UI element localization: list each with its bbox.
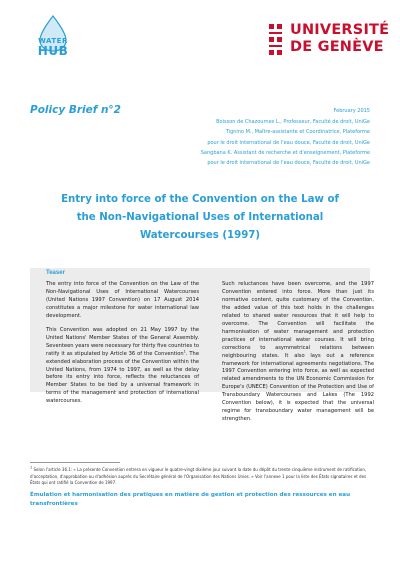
title-line: Entry into force of the Convention on the Law of [61, 194, 339, 205]
unige-logo-line1: UNIVERSITÉ [290, 22, 390, 38]
unige-logo-text [290, 22, 389, 56]
document-title [30, 191, 370, 245]
title-line: the Non-Navigational Uses of International [76, 212, 324, 223]
unige-emblem-icon [268, 22, 284, 56]
unige-logo [268, 22, 390, 62]
author-line: pour le droit international de l'eau douce, Faculté de droit, UniGe [207, 160, 370, 167]
waterhub-logo-line2: HUB [37, 44, 69, 58]
author-line: pour le droit international de l'eau douce, Faculté de droit, UniGe [207, 139, 370, 146]
teaser-column-left [46, 281, 199, 406]
footnote-mark: 1 [30, 465, 33, 470]
footnote [30, 467, 370, 487]
footer-tagline: Émulation et harmonisation des pratiques en matière de gestion et protection des ressources en eau transfrontières [30, 492, 351, 508]
policy-brief-label: Policy Brief n°2 [30, 104, 121, 116]
teaser-heading: Teaser [46, 270, 65, 276]
author-line: Tignino M., Maître-assistante et Coordinatrice, Plateforme [225, 129, 370, 136]
title-line: Watercourses (1997) [139, 230, 261, 241]
teaser-paragraph: Such reluctances have been overcome, and the 1997 Convention entered into force. More than just its normative content, quite customary of the Convention, the added value of this text holds in the challenges related to shared water resources that it will help to overcome. The Convention will facilitate the harmonisation of water management and protection practices of international water courses. It will bring corrections to asymmetrical relations between neighbouring states. It also lays out a reference framework for international agreements negotiations. The 1997 Convention entering into force, as well as expected related amendments to the UN Economic Commission for Europe's (UNECE) Convention of the Protection and Use of Transboundary Watercourses and Lakes (The 1992 Convention below), it is expected that the universal regime for transboundary water management will be strengthen. [222, 281, 374, 423]
teaser-paragraph: The entry into force of the Convention on the Law of the Non-Navigational Uses of International Watercourses (United Nations 1997 Convention) on 17 August 2014 constitutes a major milestone for water international law development. [46, 281, 199, 319]
teaser-paragraph [46, 327, 199, 407]
footnote-divider [30, 462, 120, 463]
footnote-text: Selon l'article 36.1: « La présente Convention entrera en vigueur le quatre-vingt dixième jour suivant la date du dépôt du trente cinquième instrument de ratification, d'acceptation, d'approbation ou d'adhésion auprès du Secrétaire général de l'Organisation des Nations Unies. » Voir l'annexe 1 pour la liste des États signataires et des États qui ont ratifié la Convention de 1997. [30, 467, 367, 486]
author-line: Sangbana K. Assistant de recherche et d'enseignement, Plateforme [200, 149, 370, 156]
authors-block [120, 106, 370, 168]
teaser-column-right [222, 281, 374, 424]
waterhub-logo-line1: WATER [38, 37, 68, 45]
publication-date: February 2015 [333, 108, 370, 114]
teaser-text: . The extended elaboration process of the Convention within the United Nations, from 1974 to 1997, as well as the delay before its entry into force, reflects the reluctances of Member States to be tied by a universal framework in terms of the management and protection of international watercourses. [46, 350, 199, 405]
footnote-ref[interactable]: 1 [183, 348, 186, 353]
waterhub-logo [30, 14, 76, 60]
author-line: Boisson de Chazournes L., Professeur, Faculté de droit, UniGe [216, 119, 370, 126]
teaser-text: This Convention was adopted on 21 May 1997 by the United Nations' Member States of the General Assembly. Seventeen years were necessary for thirty five countries to ratify it as stipulated by Article 36 of the Convention [46, 326, 199, 357]
unige-logo-line2: DE GENÈVE [290, 39, 384, 55]
